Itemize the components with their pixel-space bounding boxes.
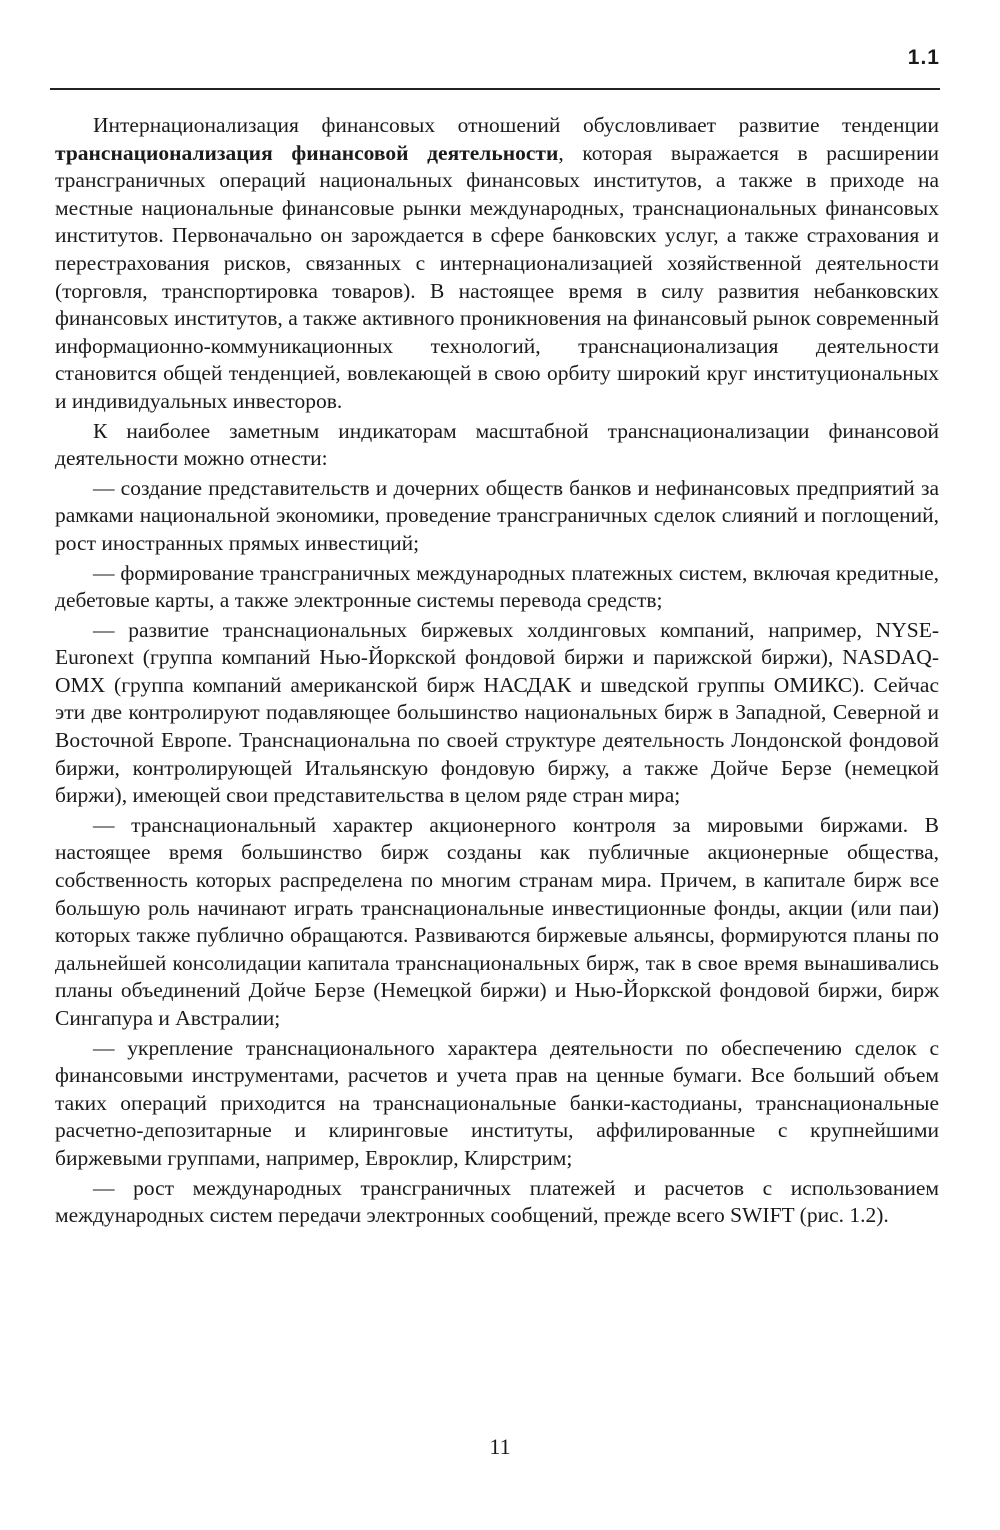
running-header (50, 44, 940, 90)
paragraph-intro (55, 112, 939, 416)
section-number: 1.1 (907, 46, 940, 69)
list-item-exchange-holdings: — развитие транснациональных биржевых холдинговых компаний, например, NYSE-Euronext (группа компаний Нью-Йоркской фондовой биржи и парижской биржи), NASDAQ-OMX (группа компаний американской бирж НАСДАК и шведской группы ОМИКС). Сейчас эти две контролируют подавляющее большинство национальных бирж в Западной, Северной и Восточной Европе. Транснациональна по своей структуре деятельность Лондонской фондовой биржи, контролирующей Итальянскую фондовую биржу, а также Дойче Берзе (немецкой биржи), имеющей свои представительства в целом ряде стран мира; (55, 617, 939, 808)
list-item-shareholder-control: — транснациональный характер акционерного контроля за мировыми биржами. В настоящее время большинство бирж созданы как публичные акционерные общества, собственность которых распределена по многим странам мира. Причем, в капитале бирж все большую роль начинают играть транснациональные инвестиционные фонды, акции (или паи) которых также публично обращаются. Развиваются биржевые альянсы, формируются планы по дальнейшей консолидации капитала транснациональных бирж, так в свое время вынашивались планы объединений Дойче Берзе (Немецкой биржи) и Нью-Йоркской фондовой биржи, бирж Сингапура и Австралии; (55, 812, 939, 1030)
page-number: 11 (489, 1434, 511, 1459)
list-item-payment-systems: — формирование трансграничных международных платежных систем, включая кредитные, дебетовые карты, а также электронные системы перевода средств; (55, 560, 939, 613)
list-item-cross-border-payments: — рост международных трансграничных платежей и расчетов с использованием международных систем передачи электронных сообщений, прежде всего SWIFT (рис. 1.2). (55, 1175, 939, 1228)
list-item-subsidiaries: — создание представительств и дочерних обществ банков и нефинансовых предприятий за рамками национальной экономики, проведение трансграничных сделок слияний и поглощений, рост иностранных прямых инвестиций; (55, 475, 939, 555)
paragraph-indicators-lead: К наиболее заметным индикаторам масштабной транснационализации финансовой деятельности можно отнести: (55, 418, 939, 471)
paragraph-intro-lead: Интернационализация финансовых отношений обусловливает развитие тенденции (93, 113, 939, 137)
list-item-settlement-infrastructure: — укрепление транснационального характера деятельности по обеспечению сделок с финансовыми инструментами, расчетов и учета прав на ценные бумаги. Все больший объем таких операций приходится на транснациональные банки-кастодианы, транснациональные расчетно-депозитарные и клиринговые институты, аффилированные с крупнейшими биржевыми группами, например, Евроклир, Клирстрим; (55, 1035, 939, 1170)
key-term: транснационализация финансовой деятельности (55, 140, 559, 165)
body-text (55, 112, 939, 1230)
paragraph-intro-rest: , которая выражается в расширении трансграничных операций национальных финансовых институтов, а также в приходе на местные национальные финансовые рынки международных, транснациональных финансовых институтов. Первоначально он зарождается в сфере банковских услуг, а также страхования и перестрахования рисков, связанных с интернационализацией хозяйственной деятельности (торговля, транспортировка товаров). В настоящее время в силу развития небанковских финансовых институтов, а также активного проникновения на финансовый рынок современный информационно-коммуникационных технологий, транснационализация деятельности становится общей тенденцией, вовлекающей в свою орбиту широкий круг институциональных и индивидуальных инвесторов. (55, 140, 939, 413)
